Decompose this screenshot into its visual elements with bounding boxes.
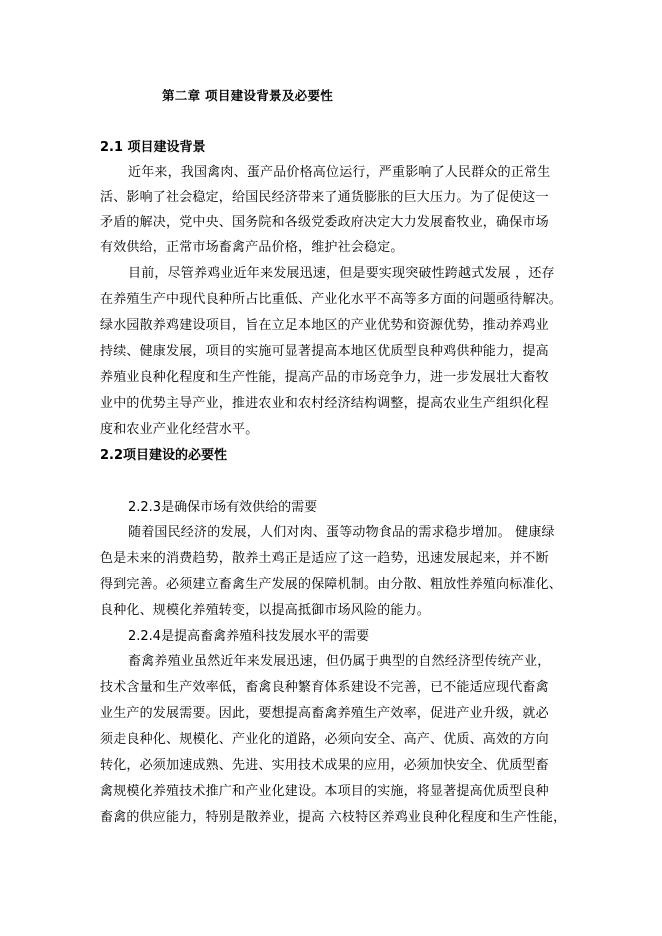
- paragraph-line: 得到完善。必须建立畜禽生产发展的保障机制。由分散、粗放性养殖向标准化、: [100, 577, 563, 592]
- paragraph-line: 畜禽养殖业虽然近年来发展迅速，但仍属于典型的自然经济型传统产业，: [128, 654, 551, 669]
- paragraph-line: 目前，尽管养鸡业近年来发展迅速，但是要实现突破性跨越式发展 ，还存: [128, 266, 555, 281]
- paragraph-line: 良种化、规模化养殖转变，以提高抵御市场风险的能力。: [100, 603, 431, 618]
- chapter-title: 第二章 项目建设背景及必要性: [162, 88, 334, 103]
- paragraph-line: 活、影响了社会稳定，给国民经济带来了通货膨胀的巨大压力。为了促使这一: [100, 190, 549, 205]
- paragraph-line: 近年来，我国禽肉、蛋产品价格高位运行，严重影响了人民群众的正常生: [128, 165, 551, 180]
- paragraph-line: 色是未来的消费趋势，散养土鸡正是适应了这一趋势，迅速发展起来，并不断: [100, 551, 549, 566]
- section-heading-2-1: 2.1 项目建设背景: [100, 140, 206, 155]
- sub-heading-2-2-4: 2.2.4是提高畜禽养殖科技发展水平的需要: [128, 629, 370, 644]
- section-heading-2-2: 2.2项目建设的必要性: [100, 448, 228, 463]
- paragraph-line: 转化，必须加速成熟、先进、实用技术成果的应用，必须加快安全、优质型畜: [100, 758, 549, 773]
- paragraph-line: 须走良种化、规模化、产业化的道路，必须向安全、高产、优质、高效的方向: [100, 732, 549, 747]
- paragraph-line: 业中的优势主导产业，推进农业和农村经济结构调整，提高农业生产组织化程: [100, 396, 549, 411]
- paragraph-line: 随着国民经济的发展，人们对肉、蛋等动物食品的需求稳步增加。 健康绿: [128, 525, 555, 540]
- paragraph-line: 技术含量和生产效率低，畜禽良种繁育体系建设不完善，已不能适应现代畜禽: [100, 680, 549, 695]
- paragraph-line: 畜禽的供应能力，特别是散养业，提高 六枝特区养鸡业良种化程度和生产性能，: [100, 810, 567, 825]
- paragraph-line: 有效供给，正常市场畜禽产品价格，维护社会稳定。: [100, 240, 404, 255]
- paragraph-line: 业生产的发展需要。因此，要想提高畜禽养殖生产效率，促进产业升级，就必: [100, 706, 549, 721]
- paragraph-line: 在养殖生产中现代良种所占比重低、产业化水平不高等多方面的问题亟待解决。: [100, 292, 563, 307]
- paragraph-line: 绿水园散养鸡建设项目，旨在立足本地区的产业优势和资源优势，推动养鸡业: [100, 318, 549, 333]
- paragraph-line: 持续、健康发展，项目的实施可显著提高本地区优质型良种鸡供种能力，提高: [100, 344, 549, 359]
- sub-heading-2-2-3: 2.2.3是确保市场有效供给的需要: [128, 500, 318, 515]
- paragraph-line: 度和农业产业化经营水平。: [100, 422, 259, 437]
- paragraph-line: 养殖业良种化程度和生产性能，提高产品的市场竞争力，进一步发展壮大畜牧: [100, 370, 549, 385]
- paragraph-line: 禽规模化养殖技术推广和产业化建设。本项目的实施，将显著提高优质型良种: [100, 784, 549, 799]
- paragraph-line: 矛盾的解决，党中央、国务院和各级党委政府决定大力发展畜牧业，确保市场: [100, 215, 549, 230]
